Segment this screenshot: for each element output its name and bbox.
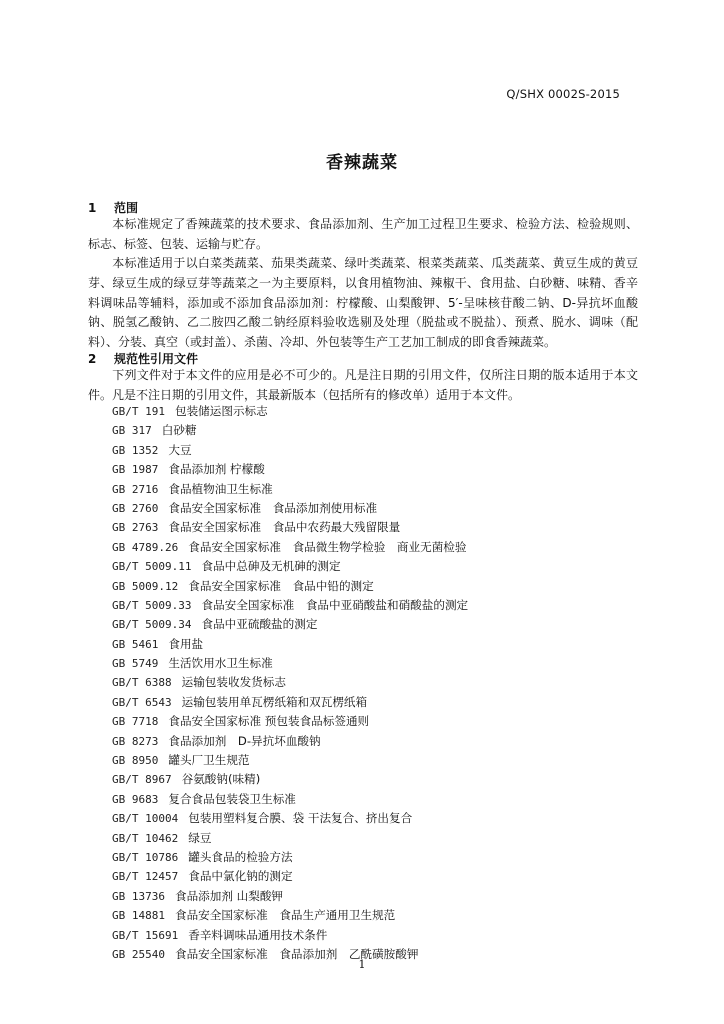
reference-item: [112, 654, 468, 673]
section-heading-scope: [88, 199, 138, 216]
standard-code: Q/SHX 0002S-2015: [506, 87, 620, 101]
paragraph-text: 本标准适用于以白菜类蔬菜、茄果类蔬菜、绿叶类蔬菜、根菜类蔬菜、瓜类蔬菜、黄豆生成的黄豆芽、绿豆生成的绿豆芽等蔬菜之一为主要原料，以食用植物油、辣椒干、食用盐、白砂糖、味精、香辛料调味品等辅料，添加或不添加食品添加剂：柠檬酸、山梨酸钾、5′-呈味核苷酸二钠、D-异抗坏血酸钠、脱氢乙酸钠、乙二胺四乙酸二钠经原料验收选剔及处理（脱盐或不脱盐）、预煮、脱水、调味（配料）、分装、真空（或封盖）、杀菌、冷却、外包装等生产工艺加工制成的即食香辣蔬菜。: [88, 256, 638, 350]
reference-item: [112, 906, 468, 925]
reference-title: 食品中氯化钠的测定: [188, 869, 293, 884]
reference-item: [112, 402, 468, 421]
reference-title: 食品安全国家标准 食品中铅的测定: [188, 578, 374, 593]
reference-title: 罐头厂卫生规范: [168, 753, 250, 768]
reference-item: [112, 673, 468, 692]
reference-code: GB/T 10004: [112, 812, 179, 826]
reference-title: 食品中亚硫酸盐的测定: [201, 617, 318, 632]
section-title: 规范性引用文件: [114, 352, 199, 366]
reference-code: GB 4789.26: [112, 540, 179, 554]
reference-item: [112, 480, 468, 499]
reference-code: GB 1987: [112, 463, 159, 477]
reference-item: [112, 848, 468, 867]
scope-paragraph-2: [88, 254, 638, 353]
section-heading-normative-references: [88, 350, 198, 367]
reference-title: 食品安全国家标准 食品生产通用卫生规范: [174, 908, 396, 923]
page-number: 1: [358, 958, 366, 971]
reference-item: [112, 829, 468, 848]
reference-title: 包装用塑料复合膜、袋 干法复合、挤出复合: [188, 811, 413, 826]
reference-title: 食用盐: [168, 636, 204, 651]
section-title: 范围: [114, 201, 139, 215]
reference-title: 运输包装收发货标志: [181, 675, 286, 690]
reference-item: [112, 577, 468, 596]
reference-code: GB 2763: [112, 521, 159, 535]
reference-code: GB 2760: [112, 501, 159, 515]
reference-title: 香辛料调味品通用技术条件: [188, 927, 328, 942]
reference-code: GB 13736: [112, 889, 165, 903]
reference-item: [112, 790, 468, 809]
reference-title: 食品植物油卫生标准: [168, 481, 273, 496]
reference-code: GB 8273: [112, 734, 159, 748]
reference-code: GB/T 10462: [112, 831, 179, 845]
reference-item: [112, 770, 468, 789]
reference-item: [112, 693, 468, 712]
reference-item: [112, 557, 468, 576]
reference-item: [112, 460, 468, 479]
reference-item: [112, 751, 468, 770]
reference-title: 食品安全国家标准 食品添加剂 乙酰磺胺酸钾: [174, 946, 419, 961]
reference-title: 食品添加剂 柠檬酸: [168, 462, 265, 477]
reference-code: GB 8950: [112, 754, 159, 768]
reference-item: [112, 887, 468, 906]
reference-code: GB/T 5009.34: [112, 618, 192, 632]
reference-item: [112, 596, 468, 615]
reference-code: GB 317: [112, 424, 152, 438]
reference-code: GB/T 15691: [112, 928, 179, 942]
reference-title: 大豆: [168, 442, 192, 457]
reference-item: [112, 518, 468, 537]
reference-item: [112, 441, 468, 460]
reference-title: 包装储运图示标志: [174, 404, 268, 418]
reference-code: GB 25540: [112, 947, 165, 961]
reference-item: [112, 867, 468, 886]
reference-code: GB 5009.12: [112, 579, 179, 593]
section-number: 1: [88, 201, 97, 215]
reference-list: [112, 402, 468, 964]
reference-title: 复合食品包装袋卫生标准: [168, 791, 296, 806]
reference-title: 生活饮用水卫生标准: [168, 656, 273, 671]
reference-title: 食品安全国家标准 食品中农药最大残留限量: [168, 520, 401, 535]
reference-item: [112, 926, 468, 945]
reference-title: 食品中总砷及无机砷的测定: [201, 559, 341, 574]
reference-item: [112, 809, 468, 828]
paragraph-text: 下列文件对于本文件的应用是必不可少的。凡是注日期的引用文件，仅所注日期的版本适用于本文件。凡是不注日期的引用文件，其最新版本（包括所有的修改单）适用于本文件。: [88, 368, 638, 402]
references-intro-paragraph: [88, 366, 638, 406]
reference-code: GB/T 8967: [112, 773, 172, 787]
reference-title: 绿豆: [188, 830, 212, 845]
reference-title: 运输包装用单瓦楞纸箱和双瓦楞纸箱: [181, 694, 368, 709]
reference-code: GB/T 5009.11: [112, 560, 192, 574]
reference-code: GB 5749: [112, 657, 159, 671]
reference-code: GB 9683: [112, 792, 159, 806]
scope-paragraph-1: [88, 215, 638, 255]
reference-title: 食品添加剂 山梨酸钾: [174, 888, 284, 903]
reference-code: GB 1352: [112, 443, 159, 457]
reference-title: 谷氨酸钠(味精): [181, 772, 261, 787]
reference-code: GB/T 10786: [112, 850, 179, 864]
reference-title: 食品安全国家标准 食品添加剂使用标准: [168, 500, 378, 515]
paragraph-text: 本标准规定了香辣蔬菜的技术要求、食品添加剂、生产加工过程卫生要求、检验方法、检验规则、标志、标签、包装、运输与贮存。: [88, 217, 638, 251]
reference-item: [112, 538, 468, 557]
reference-title: 食品安全国家标准 食品中亚硝酸盐和硝酸盐的测定: [201, 597, 469, 612]
reference-title: 罐头食品的检验方法: [188, 849, 293, 864]
reference-title: 食品安全国家标准 预包装食品标签通则: [168, 714, 370, 729]
reference-code: GB/T 191: [112, 405, 165, 418]
reference-code: GB/T 6543: [112, 695, 172, 709]
reference-code: GB 5461: [112, 637, 159, 651]
document-title: 香辣蔬菜: [326, 153, 398, 173]
reference-item: [112, 615, 468, 634]
reference-item: [112, 712, 468, 731]
reference-title: 食品安全国家标准 食品微生物学检验 商业无菌检验: [188, 539, 467, 554]
reference-title: 食品添加剂 D-异抗坏血酸钠: [168, 733, 321, 748]
reference-item: [112, 635, 468, 654]
reference-code: GB 7718: [112, 715, 159, 729]
reference-title: 白砂糖: [161, 423, 197, 438]
reference-code: GB 14881: [112, 909, 165, 923]
reference-code: GB/T 5009.33: [112, 598, 192, 612]
reference-code: GB/T 12457: [112, 870, 179, 884]
reference-item: [112, 421, 468, 440]
reference-item: [112, 499, 468, 518]
reference-code: GB 2716: [112, 482, 159, 496]
reference-code: GB/T 6388: [112, 676, 172, 690]
section-number: 2: [88, 352, 97, 366]
reference-item: [112, 732, 468, 751]
